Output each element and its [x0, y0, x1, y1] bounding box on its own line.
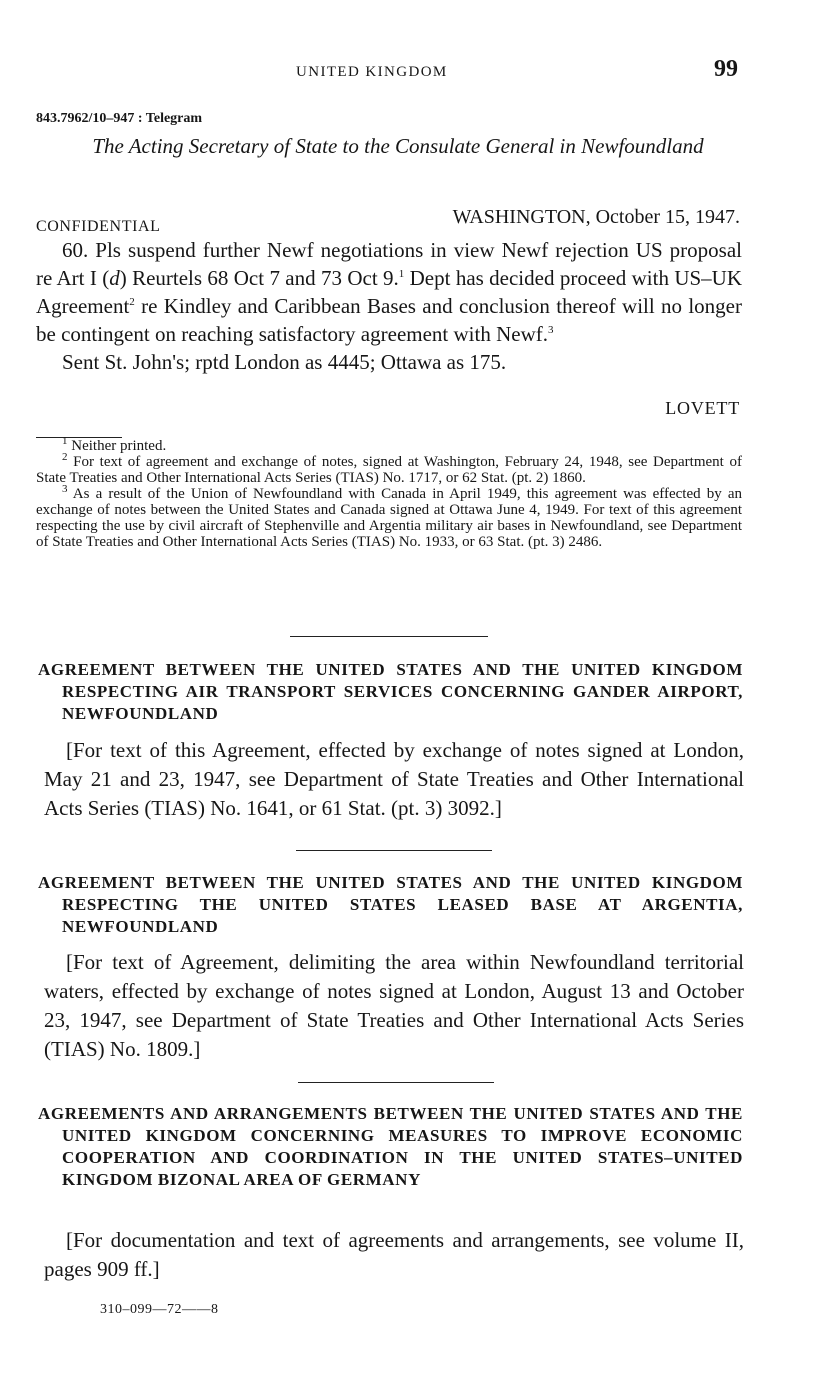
footnote-text: Neither printed.: [71, 438, 167, 454]
section-text: [For text of Agreement, delimiting the area within Newfoundland territorial waters, effected by exchange of notes signed at London, August 13 and October 23, 1947, see Department of State Treaties and Other International Acts Series (TIAS) No. 1809.]: [44, 950, 744, 1061]
telegram-text: ) Reurtels 68 Oct 7 and 73 Oct 9.: [119, 266, 399, 290]
section-heading: AGREEMENT BETWEEN THE UNITED STATES AND THE UNITED KINGDOM RESPECTING AIR TRANSPORT SERVICES CONCERNING GANDER AIRPORT, NEWFOUNDLAND: [38, 660, 743, 723]
file-number: 843.7962/10–947 : Telegram: [36, 111, 203, 126]
printer-code: 310–099—72——8: [100, 1302, 219, 1317]
footnote-2: [36, 451, 742, 486]
document-title: The Acting Secretary of State to the Consulate General in Newfoundland: [92, 134, 704, 158]
section-text: [For documentation and text of agreements and arrangements, see volume II, pages 909 ff.]: [44, 1228, 744, 1281]
footnote-3: [36, 483, 742, 550]
telegram-text: Dept has decided proceed with US–UK Agreement: [36, 266, 743, 318]
telegram-body: [36, 236, 742, 376]
running-head: UNITED KINGDOM: [296, 64, 448, 80]
section-divider: [296, 850, 492, 851]
footnote-ref: 3: [547, 324, 554, 336]
classification-label: CONFIDENTIAL: [36, 218, 161, 235]
section-heading: AGREEMENT BETWEEN THE UNITED STATES AND THE UNITED KINGDOM RESPECTING THE UNITED STATES LEASED BASE AT ARGENTIA, NEWFOUNDLAND: [38, 873, 743, 936]
footnote-marker: 3: [62, 483, 68, 495]
footnotes: [36, 435, 742, 550]
footnote-text: For text of agreement and exchange of notes, signed at Washington, February 24, 1948, see Department of State Treaties and Other International Acts Series (TIAS) No. 1717, or 62 Stat. (pt. 2) 1860.: [36, 454, 742, 486]
footnote-text: As a result of the Union of Newfoundland with Canada in April 1949, this agreement was effected by an exchange of notes between the United States and Canada signed at Ottawa June 4, 1949. For text of this agreement respecting the use by civil aircraft of Stephenville and Argentia military air bases in Newfoundland, see Department of State Treaties and Other International Acts Series (TIAS) No. 1933, or 63 Stat. (pt. 3) 2486.: [36, 486, 742, 550]
section-text: [For text of this Agreement, effected by exchange of notes signed at London, May 21 and 23, 1947, see Department of State Treaties and Other International Acts Series (TIAS) No. 1641, or 61 Stat. (pt. 3) 3092.]: [44, 738, 744, 820]
telegram-paragraph-2: Sent St. John's; rptd London as 4445; Ottawa as 175.: [62, 350, 507, 374]
place-date: WASHINGTON, October 15, 1947.: [452, 206, 740, 228]
footnote-marker: 2: [62, 451, 68, 463]
page-number: 99: [714, 56, 738, 82]
footnote-1: [36, 435, 742, 454]
section-divider: [298, 1082, 494, 1083]
section-heading: AGREEMENTS AND ARRANGEMENTS BETWEEN THE UNITED STATES AND THE UNITED KINGDOM CONCERNING MEASURES TO IMPROVE ECONOMIC COOPERATION AND COORDINATION IN THE UNITED STATES–UNITED KINGDOM BIZONAL AREA OF GERMANY: [38, 1104, 743, 1189]
footnote-ref: 2: [129, 296, 135, 308]
article-letter: d: [109, 266, 120, 290]
telegram-text: re Kindley and Caribbean Bases and conclusion thereof will no longer be contingent on reaching satisfactory agreement with Newf.: [36, 294, 742, 346]
signature: LOVETT: [665, 398, 740, 418]
footnote-ref: 1: [398, 268, 405, 280]
section-divider: [290, 636, 488, 637]
footnote-marker: 1: [62, 435, 68, 447]
telegram-paragraph-1: [36, 236, 742, 348]
telegram-text: 60. Pls suspend further Newf negotiations in view Newf rejection US proposal re Art I (: [36, 238, 742, 290]
